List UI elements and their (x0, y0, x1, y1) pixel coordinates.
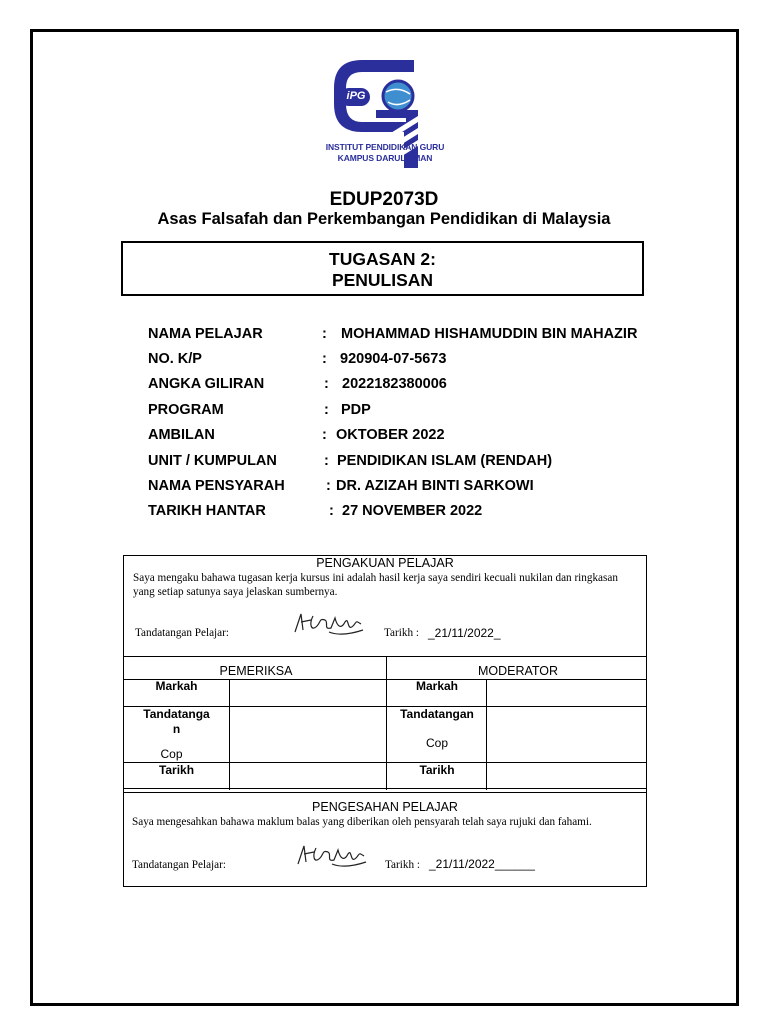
declaration-form (123, 555, 647, 887)
moderator-title: MODERATOR (477, 664, 559, 678)
info-label: TARIKH HANTAR (148, 503, 266, 519)
pengesahan-sign-label: Tandatangan Pelajar: (132, 859, 226, 871)
course-name: Asas Falsafah dan Perkembangan Pendidikan di Malaysia (157, 210, 611, 228)
pemeriksa-tandatangan-label: Tandatanga n (143, 707, 210, 736)
info-colon: : (322, 427, 327, 443)
pemeriksa-cop-label: Cop (160, 747, 183, 761)
info-label: NO. K/P (148, 351, 202, 367)
moderator-markah-field[interactable] (488, 681, 646, 705)
pemeriksa-tarikh-field[interactable] (231, 764, 384, 787)
moderator-tandatangan-label: Tandatangan (400, 707, 474, 721)
info-colon: : (324, 453, 329, 469)
info-value: PENDIDIKAN ISLAM (RENDAH) (337, 453, 553, 469)
pemeriksa-tandatangan-field[interactable] (231, 708, 384, 761)
info-label: PROGRAM (148, 402, 224, 418)
moderator-markah-label: Markah (415, 679, 459, 693)
info-value: 920904-07-5673 (340, 351, 447, 367)
logo-institution-line1: INSTITUT PENDIDIKAN GURU (325, 142, 445, 152)
info-colon: : (324, 376, 329, 392)
info-value: DR. AZIZAH BINTI SARKOWI (336, 478, 534, 494)
task-title: TUGASAN 2: (329, 249, 436, 269)
pengakuan-date-value: _21/11/2022_ (428, 626, 501, 640)
info-label: UNIT / KUMPULAN (148, 453, 277, 469)
divider (386, 656, 387, 790)
moderator-tarikh-field[interactable] (488, 764, 646, 787)
pemeriksa-title: PEMERIKSA (219, 664, 293, 678)
info-colon: : (326, 478, 331, 494)
moderator-tandatangan-field[interactable] (488, 708, 646, 761)
course-code: EDUP2073D (329, 189, 439, 210)
info-value: PDP (341, 402, 371, 418)
pengesahan-text: Saya mengesahkan bahawa maklum balas yang diberikan oleh pensyarah telah saya rujuki dan fahami. (132, 816, 592, 828)
info-value: MOHAMMAD HISHAMUDDIN BIN MAHAZIR (341, 326, 638, 342)
pengakuan-date-label: Tarikh : (384, 627, 419, 639)
moderator-tarikh-label: Tarikh (419, 763, 455, 777)
logo-institution-line2: KAMPUS DARUL AMAN (337, 153, 433, 163)
pengakuan-text: Saya mengaku bahawa tugasan kerja kursus ini adalah hasil kerja saya sendiri kecuali nukilan dan ringkasan yang setiap satunya saya jelaskan sumbernya. (133, 572, 618, 598)
divider (124, 792, 646, 793)
divider (124, 656, 646, 657)
student-signature-2 (292, 842, 372, 872)
info-colon: : (322, 351, 327, 367)
info-label: NAMA PELAJAR (148, 326, 263, 342)
moderator-cop-label: Cop (425, 736, 448, 750)
pemeriksa-markah-field[interactable] (231, 681, 384, 705)
info-colon: : (329, 503, 334, 519)
info-label: AMBILAN (148, 427, 215, 443)
task-subtitle: PENULISAN (331, 270, 434, 290)
student-signature-1 (289, 610, 369, 640)
pemeriksa-tarikh-label: Tarikh (158, 763, 195, 777)
info-label: ANGKA GILIRAN (148, 376, 265, 392)
info-value: OKTOBER 2022 (336, 427, 445, 443)
pengesahan-date-label: Tarikh : (385, 859, 420, 871)
logo-badge-text: iPG (346, 90, 366, 102)
info-colon: : (322, 326, 327, 342)
task-box (121, 241, 644, 296)
pengakuan-title: PENGAKUAN PELAJAR (316, 556, 454, 570)
pengakuan-sign-label: Tandatangan Pelajar: (135, 627, 229, 639)
pemeriksa-markah-label: Markah (155, 679, 198, 693)
info-value: 2022182380006 (342, 376, 447, 392)
pengesahan-date-value: _21/11/2022______ (429, 857, 535, 871)
divider (229, 679, 230, 790)
info-colon: : (324, 402, 329, 418)
info-value: 27 NOVEMBER 2022 (342, 503, 483, 519)
divider (486, 679, 487, 790)
divider (124, 788, 646, 789)
info-label: NAMA PENSYARAH (148, 478, 285, 494)
pengesahan-title: PENGESAHAN PELAJAR (312, 800, 458, 814)
